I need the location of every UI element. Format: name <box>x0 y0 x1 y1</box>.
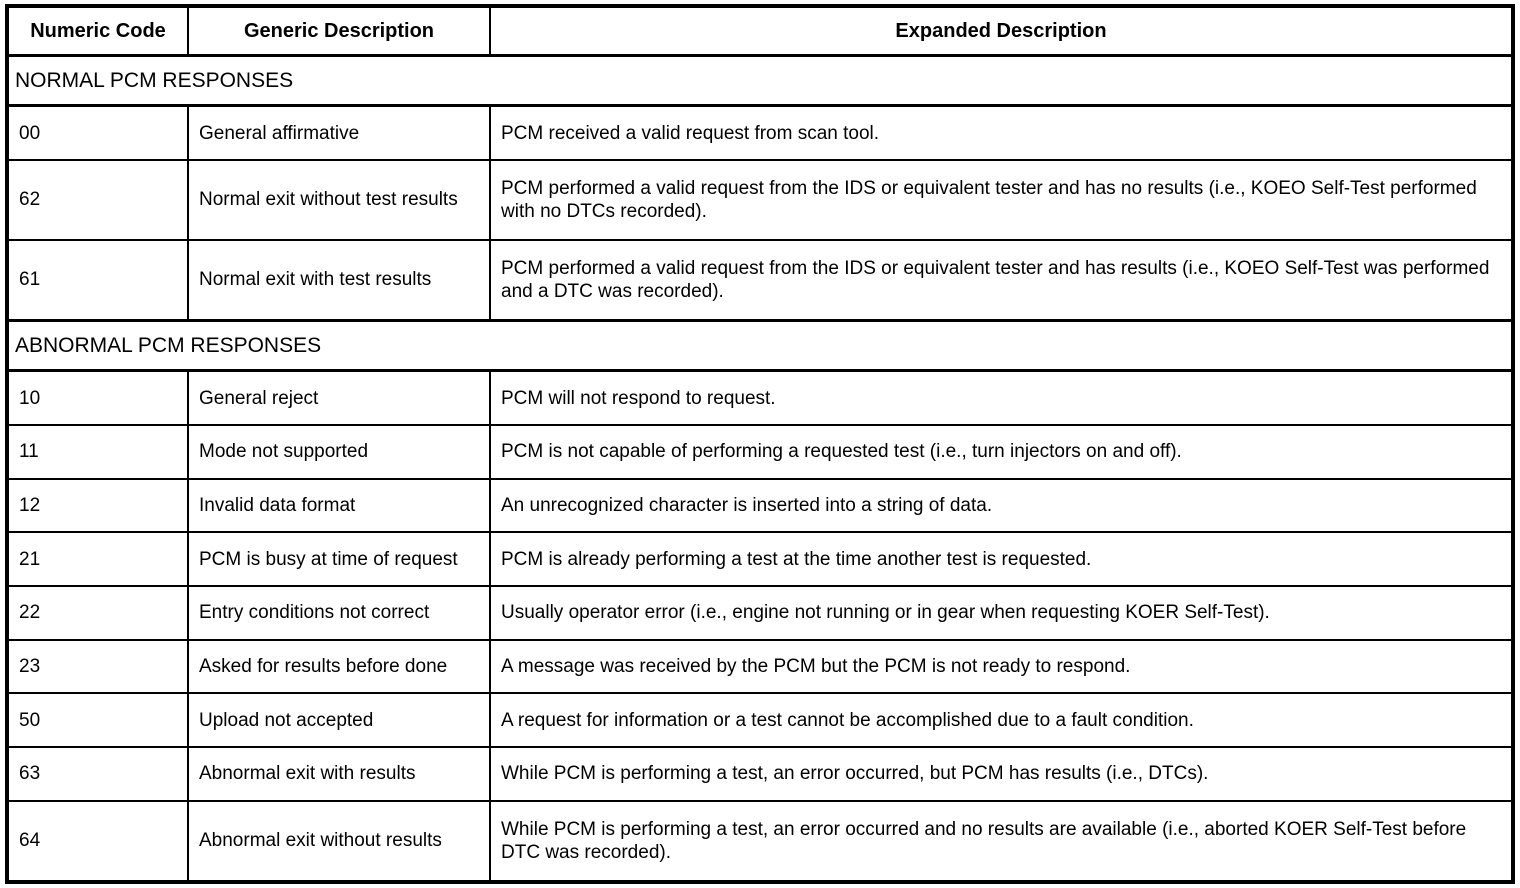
generic-cell: Entry conditions not correct <box>188 586 490 640</box>
table-row <box>7 425 1513 479</box>
table-body <box>7 56 1513 883</box>
generic-cell: Normal exit without test results <box>188 160 490 240</box>
code-cell: 50 <box>7 693 188 747</box>
code-cell: 64 <box>7 801 188 882</box>
generic-cell: Mode not supported <box>188 425 490 479</box>
table-row <box>7 747 1513 801</box>
generic-cell: Invalid data format <box>188 479 490 533</box>
expanded-cell: PCM will not respond to request. <box>490 371 1513 425</box>
table-row <box>7 532 1513 586</box>
code-cell: 63 <box>7 747 188 801</box>
generic-cell: Normal exit with test results <box>188 240 490 321</box>
expanded-cell: PCM is already performing a test at the time another test is requested. <box>490 532 1513 586</box>
generic-cell: General affirmative <box>188 106 490 160</box>
section-title: NORMAL PCM RESPONSES <box>7 56 1513 106</box>
generic-cell: Asked for results before done <box>188 640 490 694</box>
code-cell: 21 <box>7 532 188 586</box>
generic-cell: PCM is busy at time of request <box>188 532 490 586</box>
column-header-generic-description: Generic Description <box>188 6 490 56</box>
table-row <box>7 640 1513 694</box>
table-row <box>7 801 1513 882</box>
generic-cell: Abnormal exit without results <box>188 801 490 882</box>
code-cell: 00 <box>7 106 188 160</box>
expanded-cell: While PCM is performing a test, an error occurred and no results are available (i.e., aborted KOER Self-Test before DTC was recorded). <box>490 801 1513 882</box>
code-cell: 61 <box>7 240 188 321</box>
expanded-cell: A message was received by the PCM but the PCM is not ready to respond. <box>490 640 1513 694</box>
expanded-cell: PCM is not capable of performing a requested test (i.e., turn injectors on and off). <box>490 425 1513 479</box>
code-cell: 12 <box>7 479 188 533</box>
expanded-cell: PCM received a valid request from scan tool. <box>490 106 1513 160</box>
expanded-cell: Usually operator error (i.e., engine not running or in gear when requesting KOER Self-Test). <box>490 586 1513 640</box>
expanded-cell: An unrecognized character is inserted into a string of data. <box>490 479 1513 533</box>
table-header <box>7 6 1513 56</box>
column-header-numeric-code: Numeric Code <box>7 6 188 56</box>
section-header-row <box>7 320 1513 370</box>
code-cell: 62 <box>7 160 188 240</box>
expanded-cell: A request for information or a test cannot be accomplished due to a fault condition. <box>490 693 1513 747</box>
generic-cell: Abnormal exit with results <box>188 747 490 801</box>
code-cell: 23 <box>7 640 188 694</box>
table-row <box>7 371 1513 425</box>
table-row <box>7 693 1513 747</box>
table-row <box>7 586 1513 640</box>
table-row <box>7 106 1513 160</box>
table-row <box>7 160 1513 240</box>
pcm-response-codes-table <box>5 4 1515 884</box>
expanded-cell: PCM performed a valid request from the IDS or equivalent tester and has no results (i.e., KOEO Self-Test performed with no DTCs recorded). <box>490 160 1513 240</box>
column-header-expanded-description: Expanded Description <box>490 6 1513 56</box>
generic-cell: General reject <box>188 371 490 425</box>
code-cell: 22 <box>7 586 188 640</box>
section-title: ABNORMAL PCM RESPONSES <box>7 320 1513 370</box>
table-row <box>7 479 1513 533</box>
generic-cell: Upload not accepted <box>188 693 490 747</box>
code-cell: 11 <box>7 425 188 479</box>
header-row <box>7 6 1513 56</box>
table-row <box>7 240 1513 321</box>
code-cell: 10 <box>7 371 188 425</box>
section-header-row <box>7 56 1513 106</box>
expanded-cell: While PCM is performing a test, an error occurred, but PCM has results (i.e., DTCs). <box>490 747 1513 801</box>
expanded-cell: PCM performed a valid request from the IDS or equivalent tester and has results (i.e., KOEO Self-Test was performed and a DTC was recorded). <box>490 240 1513 321</box>
